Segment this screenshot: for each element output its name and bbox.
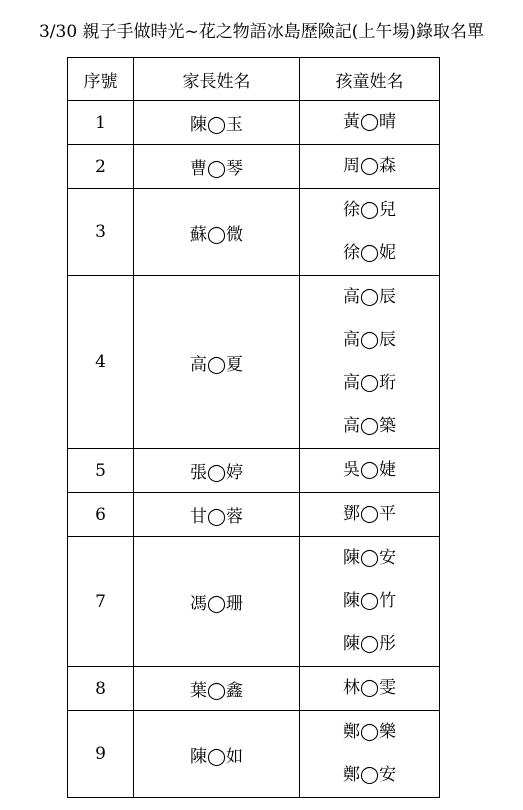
children-cell (300, 449, 440, 493)
child-name: 陳◯安 (342, 548, 397, 568)
child-name: 鄭◯樂 (342, 722, 397, 742)
child-name: 陳◯彤 (342, 634, 397, 654)
parent-name: 蘇◯微 (134, 189, 300, 276)
table-row (68, 145, 440, 189)
table-row (68, 493, 440, 537)
parent-name: 馮◯珊 (134, 537, 300, 667)
child-name: 黃◯晴 (342, 112, 397, 132)
table-row (68, 449, 440, 493)
children-cell (300, 537, 440, 667)
child-name: 高◯築 (342, 416, 397, 436)
children-cell (300, 145, 440, 189)
admission-list-table (67, 57, 440, 798)
table-row (68, 189, 440, 276)
parent-name: 甘◯蓉 (134, 493, 300, 537)
children-cell (300, 189, 440, 276)
parent-name: 陳◯玉 (134, 101, 300, 145)
parent-name: 高◯夏 (134, 276, 300, 449)
table-row (68, 711, 440, 798)
child-name: 陳◯竹 (342, 591, 397, 611)
children-cell (300, 667, 440, 711)
child-name: 高◯珩 (342, 373, 397, 393)
children-cell (300, 711, 440, 798)
parent-name: 張◯婷 (134, 449, 300, 493)
children-cell (300, 276, 440, 449)
column-header-number: 序號 (68, 58, 134, 101)
child-name: 徐◯妮 (342, 243, 397, 263)
row-number: 8 (68, 667, 134, 711)
child-name: 徐◯兒 (342, 200, 397, 220)
table-row (68, 537, 440, 667)
table-row (68, 276, 440, 449)
table-header-row (68, 58, 440, 101)
parent-name: 陳◯如 (134, 711, 300, 798)
parent-name: 曹◯琴 (134, 145, 300, 189)
row-number: 3 (68, 189, 134, 276)
row-number: 1 (68, 101, 134, 145)
row-number: 5 (68, 449, 134, 493)
row-number: 9 (68, 711, 134, 798)
table-row (68, 667, 440, 711)
child-name: 鄭◯安 (342, 765, 397, 785)
child-name: 高◯辰 (342, 330, 397, 350)
children-cell (300, 493, 440, 537)
child-name: 高◯辰 (342, 287, 397, 307)
row-number: 6 (68, 493, 134, 537)
child-name: 鄧◯平 (342, 504, 397, 524)
child-name: 吳◯婕 (342, 460, 397, 480)
child-name: 周◯森 (342, 156, 397, 176)
row-number: 7 (68, 537, 134, 667)
parent-name: 葉◯鑫 (134, 667, 300, 711)
row-number: 2 (68, 145, 134, 189)
table-row (68, 101, 440, 145)
child-name: 林◯雯 (342, 678, 397, 698)
children-cell (300, 101, 440, 145)
column-header-parent-name: 家長姓名 (134, 58, 300, 101)
column-header-child-name: 孩童姓名 (300, 58, 440, 101)
row-number: 4 (68, 276, 134, 449)
document-title: 3/30 親子手做時光~花之物語冰島歷險記(上午場)錄取名單 (38, 22, 485, 42)
